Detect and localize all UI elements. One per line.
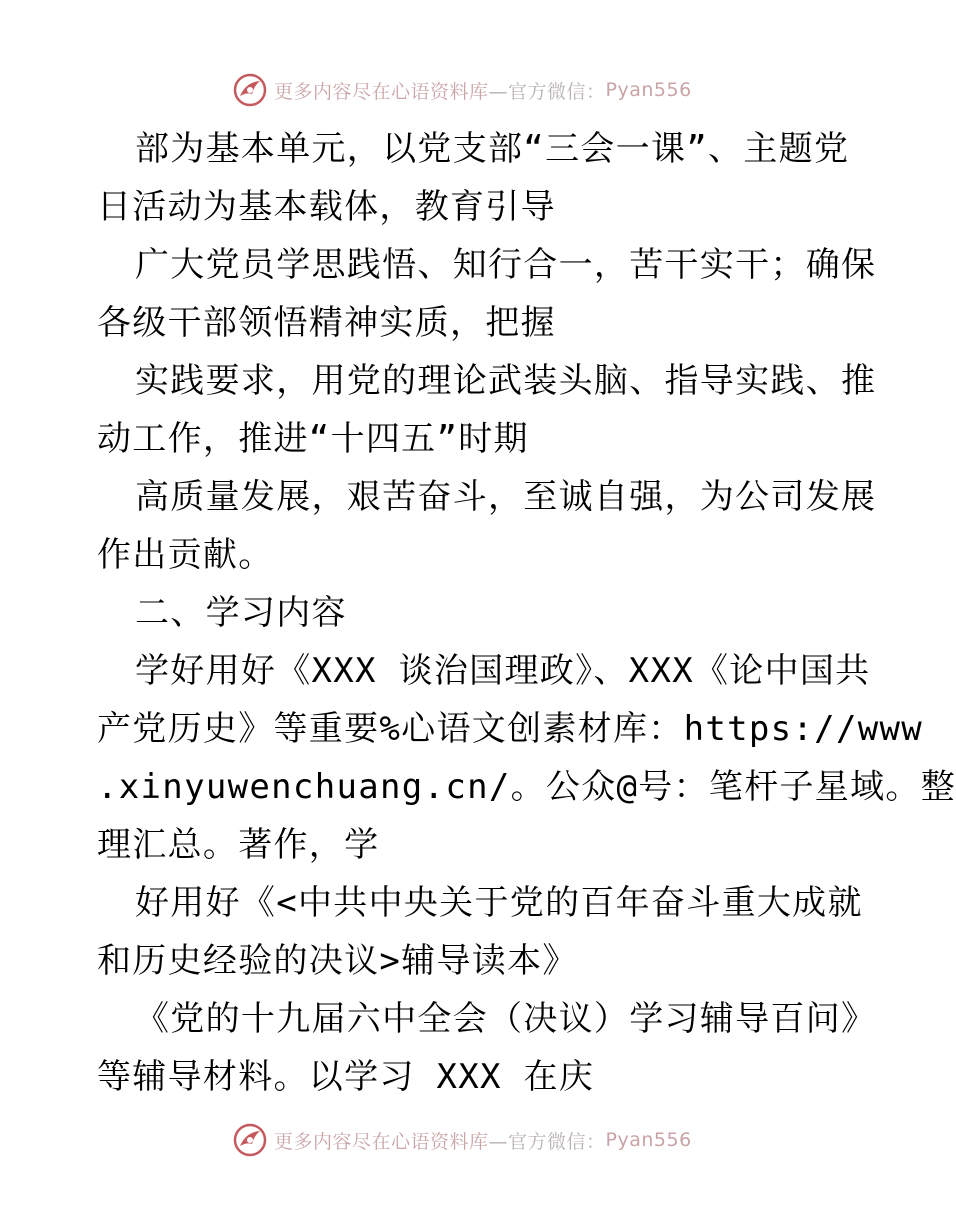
logo-icon — [232, 72, 268, 108]
text-line: 高质量发展，艰苦奋斗，至诚自强，为公司发展 — [135, 477, 877, 517]
text-line: 理汇总。著作，学 — [97, 825, 380, 865]
banner-wechat-id: Pyan556 — [605, 79, 692, 101]
text-line: 部为基本单元，以党支部“三会一课”、主题党 — [135, 129, 850, 169]
banner-wechat-id: Pyan556 — [605, 1129, 692, 1151]
text-line: 《党的十九届六中全会（决议）学习辅导百问》 — [135, 999, 877, 1039]
banner-official-text: —官方微信： — [488, 1130, 606, 1153]
logo-icon — [232, 1122, 268, 1158]
text-line: 和历史经验的决议>辅导读本》 — [97, 941, 578, 981]
header-banner — [232, 70, 732, 110]
text-line: 作出贡献。 — [97, 535, 274, 575]
text-line: 等辅导材料。以学习 XXX 在庆 — [97, 1057, 595, 1097]
section-heading: 二、学习内容 — [135, 593, 347, 633]
text-line: 广大党员学思践悟、知行合一，苦干实干；确保 — [135, 245, 877, 285]
text-line: 实践要求，用党的理论武装头脑、指导实践、推 — [135, 361, 877, 401]
text-line: 各级干部领悟精神实质，把握 — [97, 303, 556, 343]
banner-official-text: —官方微信： — [488, 80, 606, 103]
banner-main-text: 更多内容尽在心语资料库 — [274, 1130, 489, 1153]
banner-text — [274, 77, 692, 104]
text-line: 动工作，推进“十四五”时期 — [97, 419, 529, 459]
text-line: 好用好《<中共中央关于党的百年奋斗重大成就 — [135, 883, 863, 923]
text-line: 产党历史》等重要%心语文创素材库：https://www — [97, 709, 924, 749]
document-body — [97, 120, 956, 1106]
text-line: .xinyuwenchuang.cn/。公众@号：笔杆子星域。整 — [97, 767, 956, 807]
footer-banner — [232, 1120, 732, 1160]
banner-text — [274, 1127, 692, 1154]
text-line: 日活动为基本载体，教育引导 — [97, 187, 556, 227]
banner-main-text: 更多内容尽在心语资料库 — [274, 80, 489, 103]
text-line: 学好用好《XXX 谈治国理政》、XXX《论中国共 — [135, 651, 871, 691]
